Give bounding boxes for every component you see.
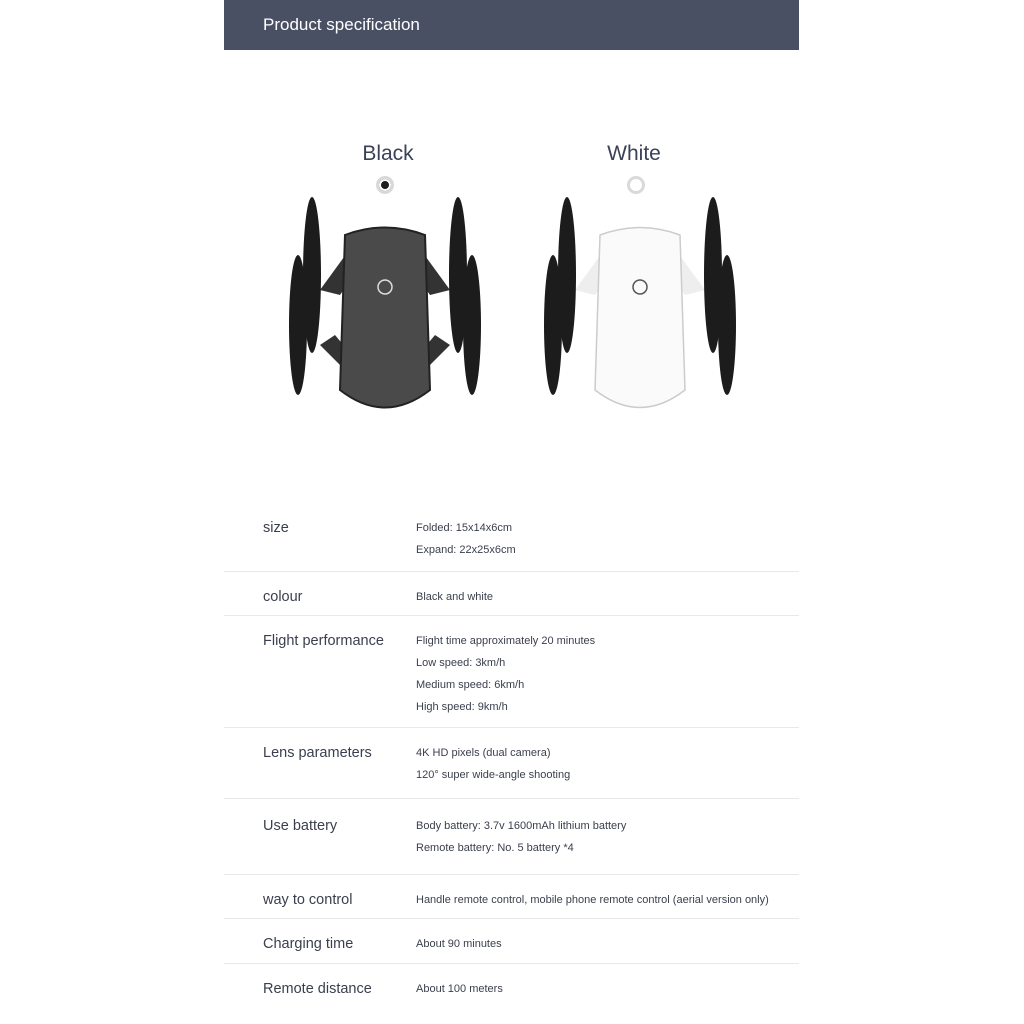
spec-row — [224, 875, 799, 919]
spec-row — [224, 616, 799, 728]
spec-value: Low speed: 3km/h — [416, 657, 506, 669]
spec-label: Charging time — [263, 936, 354, 952]
spec-value: 120° super wide-angle shooting — [416, 769, 571, 781]
spec-value: Body battery: 3.7v 1600mAh lithium battery — [416, 820, 627, 832]
page-title: Product specification — [263, 15, 420, 34]
color-swatch-black[interactable] — [376, 176, 394, 194]
variant-label-black: Black — [362, 142, 414, 165]
spec-values — [416, 521, 516, 565]
spec-label: size — [263, 520, 289, 536]
spec-value: Expand: 22x25x6cm — [416, 544, 516, 556]
spec-row — [224, 799, 799, 875]
spec-value: Handle remote control, mobile phone remote control (aerial version only) — [416, 894, 769, 906]
spec-label: colour — [263, 589, 303, 605]
spec-value: Black and white — [416, 591, 494, 603]
spec-value: Folded: 15x14x6cm — [416, 522, 512, 534]
spec-values — [416, 746, 570, 790]
spec-values — [416, 937, 502, 959]
spec-row — [224, 728, 799, 799]
spec-value: 4K HD pixels (dual camera) — [416, 747, 551, 759]
header-bar — [224, 0, 799, 50]
spec-values — [416, 893, 769, 915]
variant-label-white: White — [607, 142, 661, 165]
spec-value: Medium speed: 6km/h — [416, 679, 525, 691]
spec-label: Remote distance — [263, 981, 372, 997]
spec-value: Remote battery: No. 5 battery *4 — [416, 842, 574, 854]
spec-row — [224, 505, 799, 572]
spec-value: Flight time approximately 20 minutes — [416, 635, 596, 647]
spec-value: About 90 minutes — [416, 938, 502, 950]
spec-values — [416, 634, 595, 722]
spec-label: Lens parameters — [263, 745, 372, 761]
spec-values — [416, 590, 493, 612]
spec-label: Use battery — [263, 818, 338, 834]
spec-row — [224, 919, 799, 964]
spec-value: About 100 meters — [416, 983, 503, 995]
drone-white-image — [535, 195, 745, 430]
spec-label: way to control — [263, 892, 353, 908]
spec-value: High speed: 9km/h — [416, 701, 508, 713]
spec-label: Flight performance — [263, 633, 384, 649]
spec-row — [224, 964, 799, 1010]
spec-values — [416, 982, 503, 1004]
spec-row — [224, 572, 799, 616]
drone-black-image — [280, 195, 490, 430]
spec-values — [416, 819, 626, 863]
color-swatch-white[interactable] — [627, 176, 645, 194]
